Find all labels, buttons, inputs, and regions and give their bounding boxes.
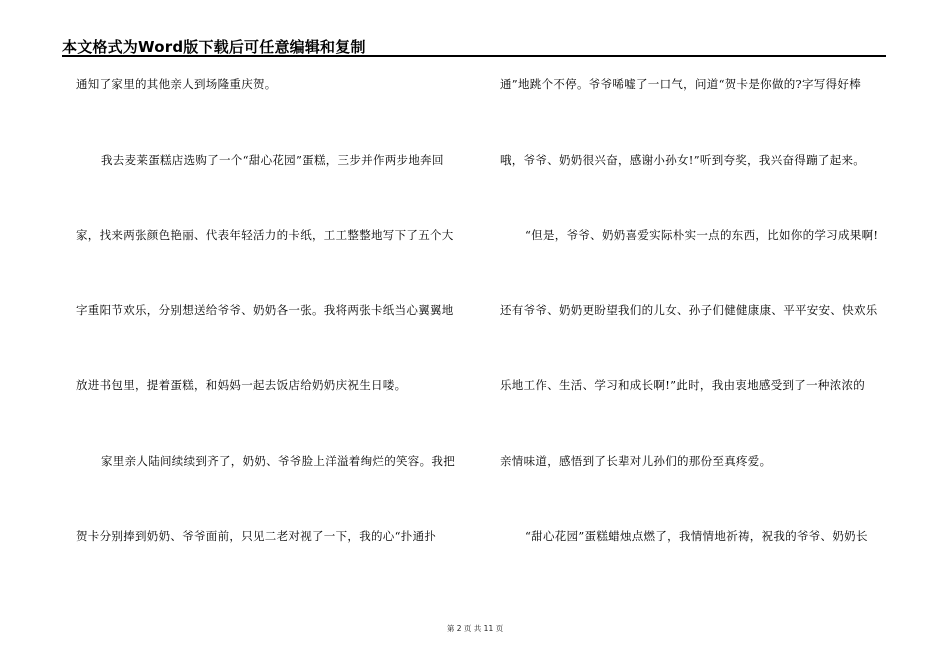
left-line-5: 放进书包里，提着蛋糕，和妈妈一起去饭店给奶奶庆祝生日喽。 — [76, 378, 407, 392]
document-header-title: 本文格式为Word版下载后可任意编辑和复制 — [62, 38, 366, 56]
right-line-1: 通”地跳个不停。爷爷唏嘘了一口气，问道“贺卡是你做的?字写得好棒 — [500, 77, 862, 91]
right-line-2: 哦，爷爷、奶奶很兴奋，感谢小孙女!”听到夸奖，我兴奋得蹦了起来。 — [500, 153, 866, 167]
left-line-4: 字重阳节欢乐，分别想送给爷爷、奶奶各一张。我将两张卡纸当心翼翼地 — [76, 303, 454, 317]
left-line-1: 通知了家里的其他亲人到场隆重庆贺。 — [76, 77, 277, 91]
left-line-7: 贺卡分别捧到奶奶、爷爷面前，只见二老对视了一下，我的心“扑通扑 — [76, 529, 437, 543]
left-line-3: 家，找来两张颜色艳丽、代表年轻活力的卡纸，工工整整地写下了五个大 — [76, 228, 454, 242]
header-divider — [62, 55, 886, 57]
right-line-4: 还有爷爷、奶奶更盼望我们的儿女、孙子们健健康康、平平安安、快欢乐 — [500, 303, 878, 317]
page-number-footer: 第 2 页 共 11 页 — [446, 624, 504, 633]
left-line-6: 家里亲人陆间续续到齐了，奶奶、爷爷脸上洋溢着绚烂的笑容。我把 — [101, 454, 455, 468]
left-line-2: 我去麦莱蛋糕店选购了一个“甜心花园”蛋糕，三步并作两步地奔回 — [101, 153, 444, 167]
right-line-3: “但是，爷爷、奶奶喜爱实际朴实一点的东西，比如你的学习成果啊! — [525, 228, 879, 242]
right-line-7: “甜心花园”蛋糕蜡烛点燃了，我情情地祈祷，祝我的爷爷、奶奶长 — [525, 529, 868, 543]
right-line-6: 亲情味道，感悟到了长辈对儿孙们的那份至真疼爱。 — [500, 454, 772, 468]
right-line-5: 乐地工作、生活、学习和成长啊!”此时，我由衷地感受到了一种浓浓的 — [500, 378, 866, 392]
